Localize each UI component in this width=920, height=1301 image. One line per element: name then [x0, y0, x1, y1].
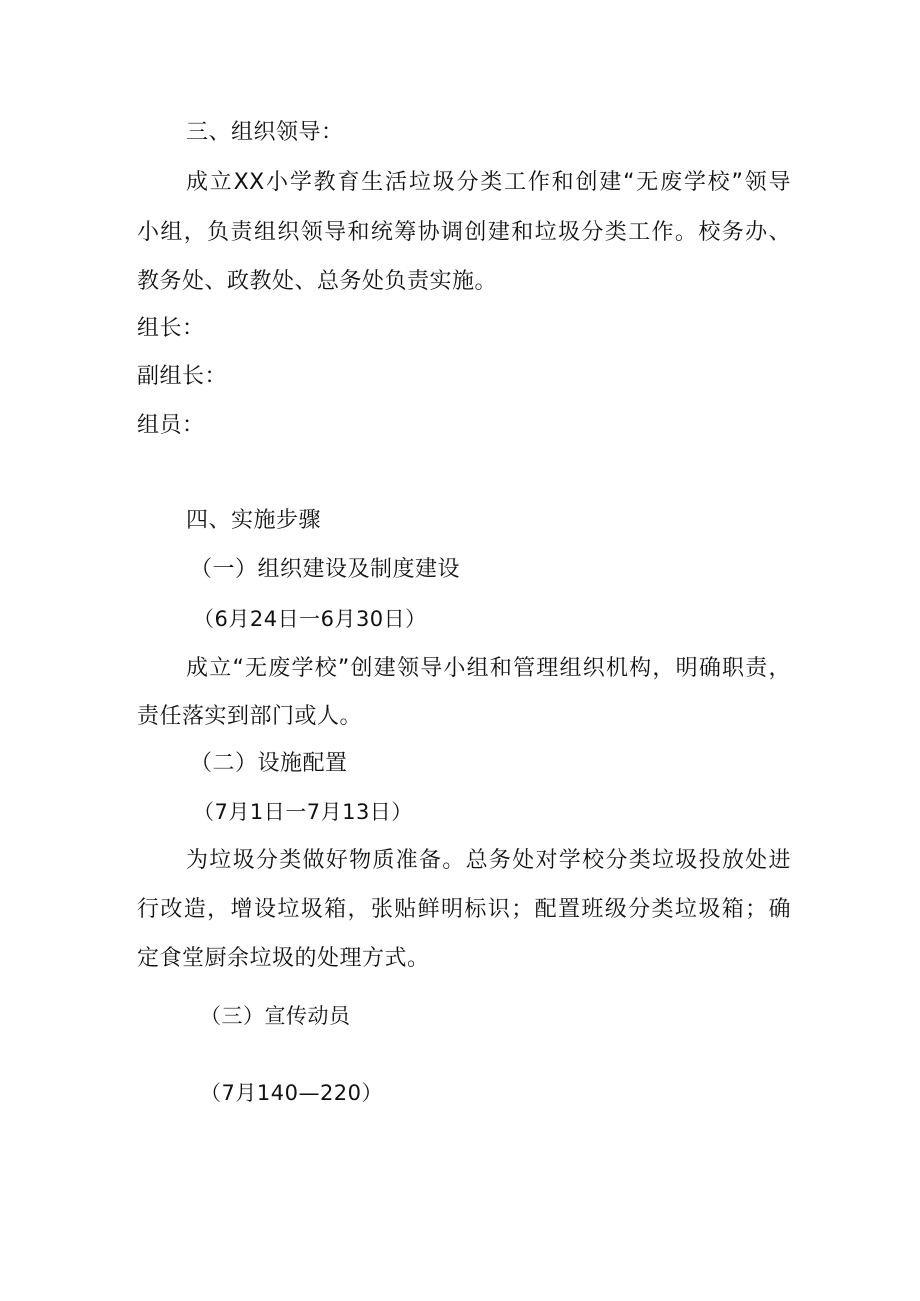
members-label: 组员：	[137, 413, 205, 438]
deputy-leader-label: 副组长：	[137, 364, 228, 389]
step-2-title: （二）设施配置	[190, 751, 348, 776]
step-3-title: （三）宣传动员	[200, 1004, 351, 1028]
step-1-paragraph-line-1: 成立“无废学校”创建领导小组和管理组织机构，明确职责，	[186, 656, 791, 681]
step-1-title: （一）组织建设及制度建设	[190, 557, 461, 582]
step-2-date: （7月1日一7月13日）	[193, 800, 413, 824]
step-1-paragraph-line-2: 责任落实到部门或人。	[137, 704, 363, 729]
leader-label: 组长：	[137, 316, 205, 341]
step-1-date: （6月24日一6月30日）	[193, 607, 427, 631]
section-3-paragraph-line-3: 教务处、政教处、总务处负责实施。	[137, 269, 498, 294]
section-4-heading: 四、实施步骤	[186, 508, 322, 533]
section-3-paragraph-line-1: 成立XX小学教育生活垃圾分类工作和创建“无废学校”领导	[186, 170, 791, 195]
section-3-heading: 三、组织领导：	[186, 120, 344, 145]
section-3-paragraph-line-2: 小组，负责组织领导和统筹协调创建和垃圾分类工作。校务办、	[137, 220, 791, 245]
step-2-paragraph-line-1: 为垃圾分类做好物质准备。总务处对学校分类垃圾投放处进	[186, 848, 791, 873]
step-2-paragraph-line-3: 定食堂厨余垃圾的处理方式。	[137, 946, 430, 971]
step-3-date: （7月140—220）	[200, 1081, 384, 1105]
step-2-paragraph-line-2: 行改造，增设垃圾箱，张贴鲜明标识；配置班级分类垃圾箱；确	[137, 897, 791, 922]
